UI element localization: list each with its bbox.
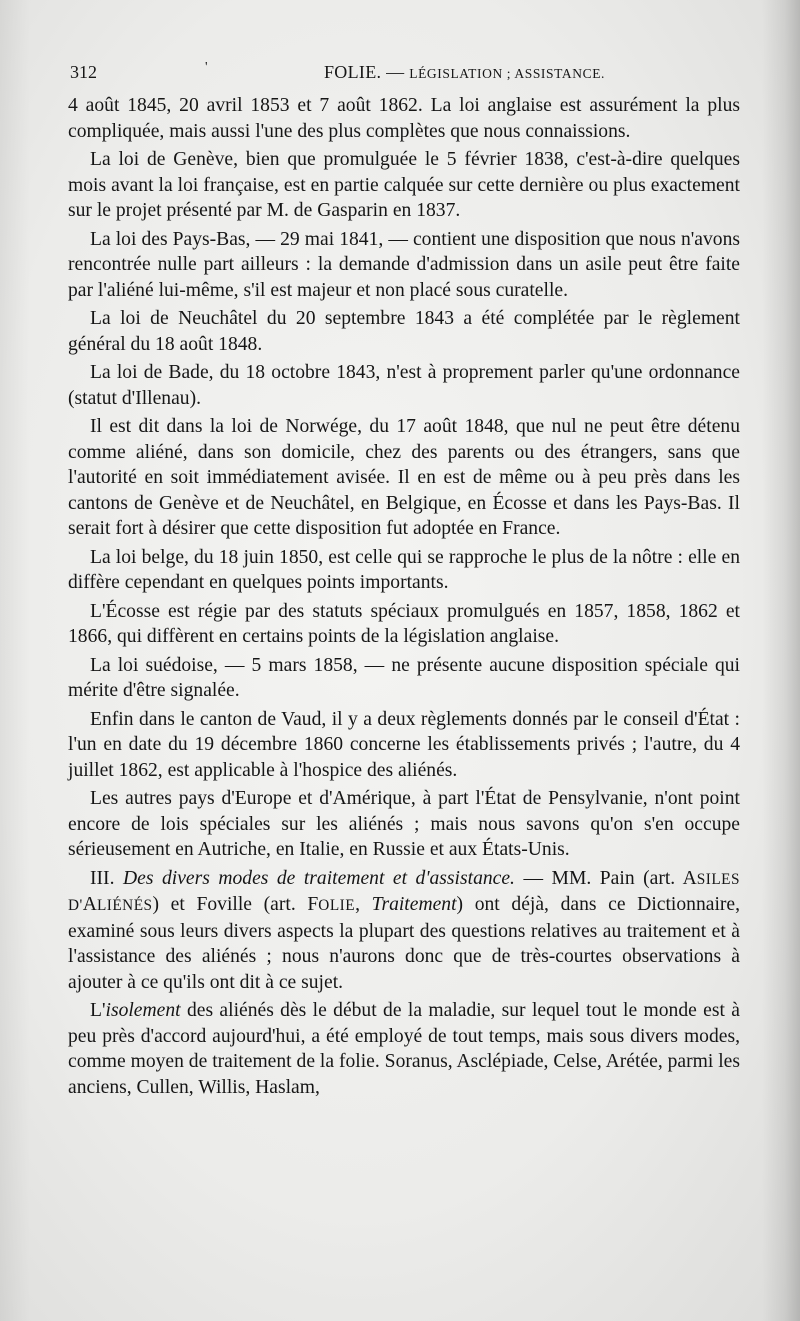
paragraph: La loi des Pays-Bas, — 29 mai 1841, — contient une disposition que nous n'avons rencontrée nulle part ailleurs : la demande d'admission dans un asile peut être faite par l'aliéné lui-même, s'il est majeur et non placé sous curatelle. <box>68 228 740 301</box>
paragraph: Les autres pays d'Europe et d'Amérique, à part l'État de Pensylvanie, n'ont point encore de lois spéciales sur les aliénés ; mais nous savons qu'on s'en occupe sérieusement en Autriche, en Italie, en Russie et aux États-Unis. <box>68 788 740 860</box>
text-run: des aliénés dès le début de la maladie, sur lequel tout le monde est à peu près d'accord aujourd'hui, a été employé de tout temps, mais sous divers modes, comme moyen de traitement de la folie. Soranus, Asclépiade, Celse, Arétée, parmi les anciens, Cullen, Willis, Haslam, <box>68 1000 740 1098</box>
text-run: , <box>355 894 360 915</box>
cross-ref-folie: FOLIE <box>307 894 356 915</box>
paragraph: L'Écosse est régie par des statuts spéciaux promulgués en 1857, 1858, 1862 et 1866, qui diffèrent en certains points de la législation anglaise. <box>68 600 740 647</box>
text-run: L' <box>90 1000 106 1021</box>
body-text <box>68 93 740 1103</box>
paragraph: Il est dit dans la loi de Norwége, du 17 août 1848, que nul ne peut être détenu comme aliéné, dans son domicile, chez des parents ou des étrangers, sans que l'autorité en soit immédiatement avisée. Il en est de même ou à peu près dans les cantons de Genève et de Neuchâtel, en Belgique, en Écosse et dans les Pays-Bas. Il serait fort à désirer que cette disposition fut adoptée en France. <box>68 416 740 539</box>
paragraph: Enfin dans le canton de Vaud, il y a deux règlements donnés par le conseil d'État : l'un en date du 19 décembre 1860 concerne les établissements privés ; l'autre, du 4 juillet 1862, est applicable à l'hospice des aliénés. <box>68 708 740 781</box>
section-numeral: III. <box>90 867 115 889</box>
running-title <box>324 62 605 83</box>
page-number: 312 <box>70 62 97 82</box>
paragraph <box>68 998 740 1100</box>
paragraph: La loi suédoise, — 5 mars 1858, — ne présente aucune disposition spéciale qui mérite d'être signalée. <box>68 654 740 701</box>
running-title-main: FOLIE. — <box>324 62 405 82</box>
cross-ref-traitement: Traitement <box>371 894 457 915</box>
paragraph: 4 août 1845, 20 avril 1853 et 7 août 1862. La loi anglaise est assurément la plus compliquée, mais aussi l'une des plus complètes que nous connaissions. <box>68 95 740 142</box>
section-heading: Des divers modes de traitement et d'assistance. <box>122 867 515 889</box>
emphasis-isolement: isolement <box>105 1000 181 1021</box>
paragraph: La loi belge, du 18 juin 1850, est celle qui se rapproche le plus de la nôtre : elle en diffère cependant en quelques points importants. <box>68 546 740 593</box>
running-head <box>70 62 742 88</box>
cross-ref-asiles: ASILES D'ALIÉNÉS <box>68 867 740 915</box>
paragraph: La loi de Bade, du 18 octobre 1843, n'est à proprement parler qu'une ordonnance (statut d'Illenau). <box>68 362 740 409</box>
paragraph: La loi de Genève, bien que promulguée le 5 février 1838, c'est-à-dire quelques mois avant la loi française, est en partie calquée sur cette dernière ou plus exactement sur le projet présenté par M. de Gasparin en 1837. <box>68 149 740 221</box>
text-run: ) et Foville (art. <box>152 894 296 915</box>
print-mark: ' <box>205 60 208 75</box>
page-gutter-shadow <box>0 0 30 1321</box>
paragraph: La loi de Neuchâtel du 20 septembre 1843 a été complétée par le règlement général du 18 août 1848. <box>68 308 740 355</box>
page-edge-shadow <box>762 0 800 1321</box>
text-run: ) ont déjà, dans ce Dictionnaire, examiné sous leurs divers aspects la plupart des questions relatives au traitement et à l'assistance des aliénés ; nous n'aurons donc que de très-courtes observations à ajouter à ce qu'ils ont dit à ce sujet. <box>68 894 741 993</box>
text-run: — MM. Pain (art. <box>523 867 676 889</box>
running-title-section: LÉGISLATION ; ASSISTANCE. <box>409 66 606 81</box>
section-paragraph <box>68 866 740 996</box>
